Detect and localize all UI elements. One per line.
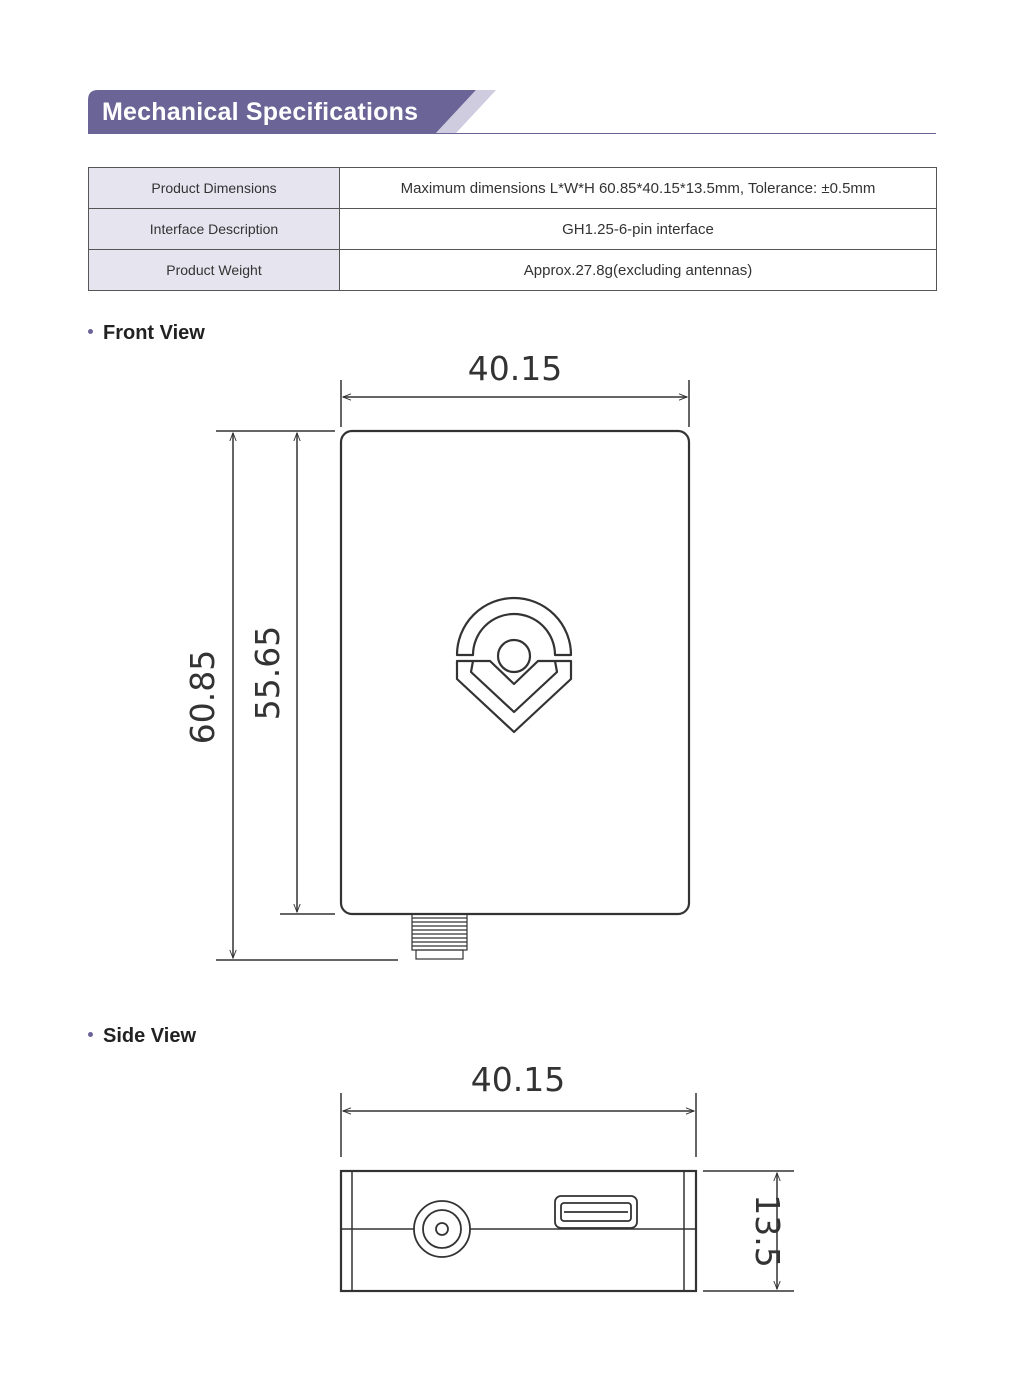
front-view-title: Front View <box>103 322 205 344</box>
sma-connector-icon <box>412 914 467 959</box>
side-width-dim: 40.15 <box>470 1060 566 1099</box>
side-thickness-dim: 13.5 <box>748 1194 787 1268</box>
front-width-dim: 40.15 <box>467 349 563 388</box>
spec-value: Approx.27.8g(excluding antennas) <box>340 250 937 291</box>
sma-port-icon <box>414 1201 470 1257</box>
front-body-height-dim: 55.65 <box>248 625 287 721</box>
spec-label: Product Weight <box>89 250 340 291</box>
page-title: Mechanical Specifications <box>102 98 419 126</box>
spec-value: GH1.25-6-pin interface <box>340 209 937 250</box>
spec-label: Interface Description <box>89 209 340 250</box>
side-view-drawing <box>341 1093 794 1291</box>
spec-value: Maximum dimensions L*W*H 60.85*40.15*13.5mm, Tolerance: ±0.5mm <box>340 168 937 209</box>
usb-c-port-icon <box>555 1196 637 1228</box>
front-overall-height-dim: 60.85 <box>183 649 222 745</box>
brand-logo-icon <box>457 598 571 732</box>
side-view-title: Side View <box>103 1025 197 1047</box>
spec-label: Product Dimensions <box>89 168 340 209</box>
